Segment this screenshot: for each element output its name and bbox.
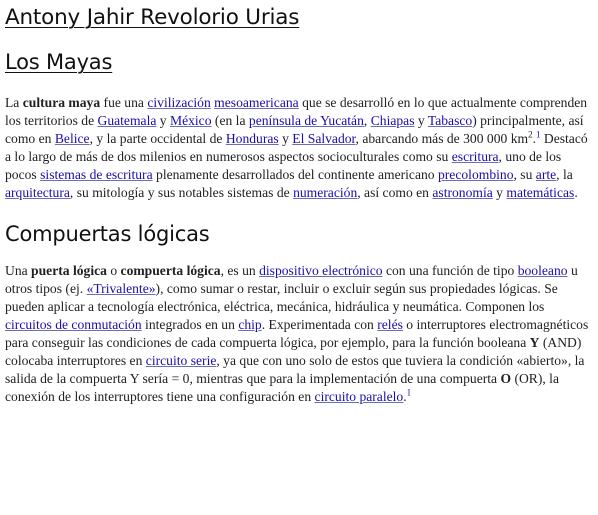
text-run: plenamente desarrollados del continente americano bbox=[152, 167, 438, 183]
link-escritura[interactable]: escritura bbox=[451, 149, 499, 165]
document-page bbox=[5, 0, 593, 406]
link-sistemas-de-escritura[interactable]: sistemas de escritura bbox=[40, 167, 153, 183]
link-dispositivo-electronico[interactable]: dispositivo electrónico bbox=[259, 262, 383, 278]
link-numeracion[interactable]: numeración bbox=[293, 185, 358, 201]
text-run: , abarcando más de 300 000 km bbox=[355, 131, 529, 147]
text-run: Destacó a lo largo de más de dos milenios en numerosos aspectos socioculturales como su bbox=[5, 131, 588, 165]
superscript-squared: 2 bbox=[528, 129, 533, 140]
link-arquitectura[interactable]: arquitectura bbox=[5, 185, 70, 201]
text-run: y bbox=[414, 113, 428, 129]
text-run: ), como sumar o restar, incluir o excluir según sus propiedades lógicas. Se pueden aplicar a tecnología electrónica, eléctrica, mecánica, hidráulica y neumática. Componen los bbox=[5, 280, 558, 314]
link-mexico[interactable]: México bbox=[169, 113, 212, 129]
link-circuitos-de-conmutacion[interactable]: circuitos de conmutación bbox=[5, 316, 142, 332]
text-run: o bbox=[106, 262, 121, 278]
reference-link-1[interactable]: 1 bbox=[535, 129, 541, 140]
text-run: , así como en bbox=[357, 185, 433, 201]
text-run: y bbox=[278, 131, 293, 147]
text-run: Una bbox=[5, 262, 32, 278]
bold-term-compuerta-logica: compuerta lógica bbox=[120, 262, 221, 278]
link-circuito-paralelo[interactable]: circuito paralelo bbox=[314, 389, 404, 405]
bold-term-y: Y bbox=[529, 334, 540, 350]
author-name: Antony Jahir Revolorio Urias bbox=[5, 5, 300, 30]
link-arte[interactable]: arte bbox=[535, 167, 557, 183]
text-run: y bbox=[492, 185, 507, 201]
link-trivalente[interactable]: «Trivalente» bbox=[86, 280, 156, 296]
text-run: ) principalmente, así como en bbox=[5, 113, 584, 147]
link-mesoamericana[interactable]: mesoamericana bbox=[214, 95, 299, 110]
text-run: La bbox=[5, 95, 23, 110]
text-run: , su bbox=[513, 167, 536, 183]
link-guatemala[interactable]: Guatemala bbox=[97, 113, 157, 129]
text-run: . bbox=[532, 131, 536, 147]
text-run: . Experimentada con bbox=[261, 316, 378, 332]
text-run: (OR), la conexión de los interruptores tiene una configuración en bbox=[5, 371, 559, 405]
text-run: integrados en un bbox=[141, 316, 239, 332]
text-run: (AND) colocaba interruptores en bbox=[5, 334, 582, 369]
text-run: que se desarrolló en lo que actualmente comprenden los territorios de bbox=[5, 95, 588, 129]
text-run: . bbox=[403, 389, 407, 405]
link-circuito-serie[interactable]: circuito serie bbox=[145, 353, 217, 369]
text-run: . bbox=[574, 185, 578, 201]
text-run: , ya que con uno solo de estos que tuviera la condición «abierto», la salida de la compuerta Y sería = 0, mientras que para la implementación de una compuerta bbox=[5, 353, 585, 387]
link-booleano[interactable]: booleano bbox=[517, 262, 568, 278]
section-title-compuertas: Compuertas lógicas bbox=[5, 221, 210, 246]
link-chip[interactable]: chip bbox=[238, 316, 262, 332]
bold-term-o: O bbox=[500, 371, 512, 387]
link-el-salvador[interactable]: El Salvador bbox=[292, 131, 356, 147]
link-astronomia[interactable]: astronomía bbox=[432, 185, 493, 201]
text-run: , la bbox=[556, 167, 573, 183]
link-precolombino[interactable]: precolombino bbox=[437, 167, 514, 183]
text-run: fue una bbox=[100, 95, 148, 110]
text-run: (en la bbox=[211, 113, 249, 129]
link-chiapas[interactable]: Chiapas bbox=[370, 113, 415, 129]
text-run: u otros tipos (ej. bbox=[5, 262, 578, 296]
mayas-paragraph bbox=[5, 94, 593, 203]
text-run: , uno de los pocos bbox=[5, 149, 562, 183]
link-matematicas[interactable]: matemáticas bbox=[506, 185, 575, 201]
text-run: , su mitología y sus notables sistemas de bbox=[69, 185, 294, 201]
text-run: o interruptores electromagnéticos para conseguir las condiciones de cada compuerta lógica, por ejemplo, para la función booleana bbox=[5, 316, 589, 350]
text-run: , bbox=[363, 113, 371, 129]
text-run: , y la parte occidental de bbox=[89, 131, 226, 147]
section-title-mayas: Los Mayas bbox=[5, 50, 113, 74]
link-belice[interactable]: Belice bbox=[54, 131, 90, 147]
link-peninsula-de-yucatan[interactable]: península de Yucatán bbox=[248, 113, 364, 129]
bold-term-puerta-logica: puerta lógica bbox=[31, 262, 107, 278]
compuertas-paragraph bbox=[5, 262, 593, 407]
text-run: con una función de tipo bbox=[382, 262, 518, 278]
reference-link-1[interactable]: 1 bbox=[406, 387, 412, 398]
link-reles[interactable]: relés bbox=[377, 316, 403, 332]
link-honduras[interactable]: Honduras bbox=[225, 131, 279, 147]
text-run: , es un bbox=[220, 262, 260, 278]
link-tabasco[interactable]: Tabasco bbox=[427, 113, 473, 129]
text-run: y bbox=[156, 113, 170, 129]
bold-term-cultura-maya: cultura maya bbox=[22, 95, 101, 110]
link-civilizacion[interactable]: civilización bbox=[147, 95, 211, 110]
